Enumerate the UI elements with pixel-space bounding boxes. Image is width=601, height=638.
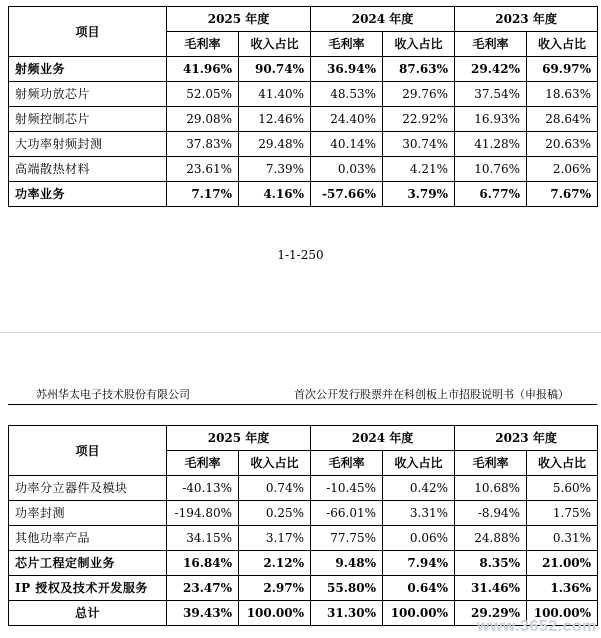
gross-margin-cell: -10.45% — [311, 476, 383, 501]
revenue-share-cell: 12.46% — [239, 107, 311, 132]
table-row — [9, 82, 598, 107]
document-title: 首次公开发行股票并在科创板上市招股说明书（申报稿） — [294, 388, 569, 401]
header-year-2024: 2024 年度 — [311, 426, 455, 451]
gross-margin-cell: 55.80% — [311, 576, 383, 601]
gross-margin-cell: -66.01% — [311, 501, 383, 526]
gross-margin-cell: 52.05% — [167, 82, 239, 107]
page-header — [8, 384, 597, 405]
gross-margin-cell: 41.28% — [455, 132, 527, 157]
revenue-share-cell: 100.00% — [239, 601, 311, 626]
header-item: 项目 — [9, 426, 167, 476]
revenue-share-cell: 0.06% — [383, 526, 455, 551]
gross-margin-cell: 37.83% — [167, 132, 239, 157]
revenue-share-cell: 90.74% — [239, 57, 311, 82]
table-row — [9, 132, 598, 157]
revenue-share-cell: 3.79% — [383, 182, 455, 207]
gross-margin-cell: -194.80% — [167, 501, 239, 526]
revenue-share-cell: 0.25% — [239, 501, 311, 526]
row-label: 功率业务 — [9, 182, 167, 207]
table-row — [9, 107, 598, 132]
row-label: IP 授权及技术开发服务 — [9, 576, 167, 601]
revenue-share-cell: 29.48% — [239, 132, 311, 157]
table-row — [9, 476, 598, 501]
gross-margin-cell: 16.84% — [167, 551, 239, 576]
gross-margin-cell: 34.15% — [167, 526, 239, 551]
revenue-share-cell: 0.42% — [383, 476, 455, 501]
company-name: 苏州华太电子技术股份有限公司 — [36, 388, 190, 401]
row-label: 高端散热材料 — [9, 157, 167, 182]
revenue-share-cell: 3.31% — [383, 501, 455, 526]
revenue-share-cell: 5.60% — [527, 476, 598, 501]
revenue-share-cell: 2.06% — [527, 157, 598, 182]
table-row — [9, 526, 598, 551]
revenue-share-cell: 0.64% — [383, 576, 455, 601]
site-watermark: www.3652.com — [476, 618, 597, 635]
row-label: 功率封测 — [9, 501, 167, 526]
revenue-share-cell: 7.94% — [383, 551, 455, 576]
revenue-share-cell: 0.31% — [527, 526, 598, 551]
row-label: 功率分立器件及模块 — [9, 476, 167, 501]
row-label: 总计 — [9, 601, 167, 626]
header-revenue-share: 收入占比 — [383, 32, 455, 57]
revenue-share-cell: 7.39% — [239, 157, 311, 182]
row-label: 芯片工程定制业务 — [9, 551, 167, 576]
page-divider — [0, 332, 601, 333]
gross-margin-cell: 29.08% — [167, 107, 239, 132]
revenue-share-cell: 30.74% — [383, 132, 455, 157]
gross-margin-cell: 23.47% — [167, 576, 239, 601]
gross-margin-cell: 9.48% — [311, 551, 383, 576]
gross-margin-cell: 8.35% — [455, 551, 527, 576]
gross-margin-table-2 — [8, 425, 598, 626]
header-year-2025: 2025 年度 — [167, 426, 311, 451]
gross-margin-cell: 16.93% — [455, 107, 527, 132]
header-revenue-share: 收入占比 — [527, 32, 598, 57]
header-revenue-share: 收入占比 — [527, 451, 598, 476]
revenue-share-cell: 1.36% — [527, 576, 598, 601]
header-gross-margin: 毛利率 — [311, 451, 383, 476]
row-label: 其他功率产品 — [9, 526, 167, 551]
header-year-2023: 2023 年度 — [455, 7, 598, 32]
gross-margin-cell: 10.76% — [455, 157, 527, 182]
revenue-share-cell: 2.12% — [239, 551, 311, 576]
header-gross-margin: 毛利率 — [455, 32, 527, 57]
header-year-2023: 2023 年度 — [455, 426, 598, 451]
revenue-share-cell: 4.21% — [383, 157, 455, 182]
header-gross-margin: 毛利率 — [455, 451, 527, 476]
row-label: 大功率射频封测 — [9, 132, 167, 157]
revenue-share-cell: 2.97% — [239, 576, 311, 601]
row-label: 射频功放芯片 — [9, 82, 167, 107]
gross-margin-cell: 31.46% — [455, 576, 527, 601]
revenue-share-cell: 18.63% — [527, 82, 598, 107]
table-row — [9, 157, 598, 182]
header-year-2025: 2025 年度 — [167, 7, 311, 32]
revenue-share-cell: 20.63% — [527, 132, 598, 157]
gross-margin-cell: 77.75% — [311, 526, 383, 551]
table-row — [9, 57, 598, 82]
gross-margin-cell: 41.96% — [167, 57, 239, 82]
header-year-2024: 2024 年度 — [311, 7, 455, 32]
revenue-share-cell: 100.00% — [383, 601, 455, 626]
header-gross-margin: 毛利率 — [167, 451, 239, 476]
page-number: 1-1-250 — [277, 248, 324, 262]
revenue-share-cell: 3.17% — [239, 526, 311, 551]
header-item: 项目 — [9, 7, 167, 57]
revenue-share-cell: 22.92% — [383, 107, 455, 132]
table-row — [9, 551, 598, 576]
header-gross-margin: 毛利率 — [167, 32, 239, 57]
header-revenue-share: 收入占比 — [383, 451, 455, 476]
gross-margin-cell: 40.14% — [311, 132, 383, 157]
gross-margin-cell: -40.13% — [167, 476, 239, 501]
gross-margin-cell: 36.94% — [311, 57, 383, 82]
revenue-share-cell: 28.64% — [527, 107, 598, 132]
gross-margin-cell: 31.30% — [311, 601, 383, 626]
revenue-share-cell: 7.67% — [527, 182, 598, 207]
gross-margin-cell: 29.29% — [455, 601, 527, 626]
gross-margin-cell: 39.43% — [167, 601, 239, 626]
header-revenue-share: 收入占比 — [239, 451, 311, 476]
revenue-share-cell: 21.00% — [527, 551, 598, 576]
revenue-share-cell: 4.16% — [239, 182, 311, 207]
gross-margin-cell: 48.53% — [311, 82, 383, 107]
revenue-share-cell: 29.76% — [383, 82, 455, 107]
gross-margin-cell: 6.77% — [455, 182, 527, 207]
table-row — [9, 182, 598, 207]
gross-margin-cell: -57.66% — [311, 182, 383, 207]
revenue-share-cell: 0.74% — [239, 476, 311, 501]
gross-margin-cell: 24.88% — [455, 526, 527, 551]
table-row — [9, 501, 598, 526]
gross-margin-cell: 0.03% — [311, 157, 383, 182]
revenue-share-cell: 87.63% — [383, 57, 455, 82]
gross-margin-cell: 37.54% — [455, 82, 527, 107]
revenue-share-cell: 41.40% — [239, 82, 311, 107]
gross-margin-cell: 23.61% — [167, 157, 239, 182]
gross-margin-table-1 — [8, 6, 598, 207]
gross-margin-cell: 7.17% — [167, 182, 239, 207]
revenue-share-cell: 1.75% — [527, 501, 598, 526]
gross-margin-cell: 10.68% — [455, 476, 527, 501]
header-revenue-share: 收入占比 — [239, 32, 311, 57]
gross-margin-cell: 29.42% — [455, 57, 527, 82]
gross-margin-cell: 24.40% — [311, 107, 383, 132]
revenue-share-cell: 69.97% — [527, 57, 598, 82]
gross-margin-cell: -8.94% — [455, 501, 527, 526]
table-row — [9, 576, 598, 601]
row-label: 射频业务 — [9, 57, 167, 82]
revenue-share-cell: 100.00% — [527, 601, 598, 626]
row-label: 射频控制芯片 — [9, 107, 167, 132]
header-gross-margin: 毛利率 — [311, 32, 383, 57]
